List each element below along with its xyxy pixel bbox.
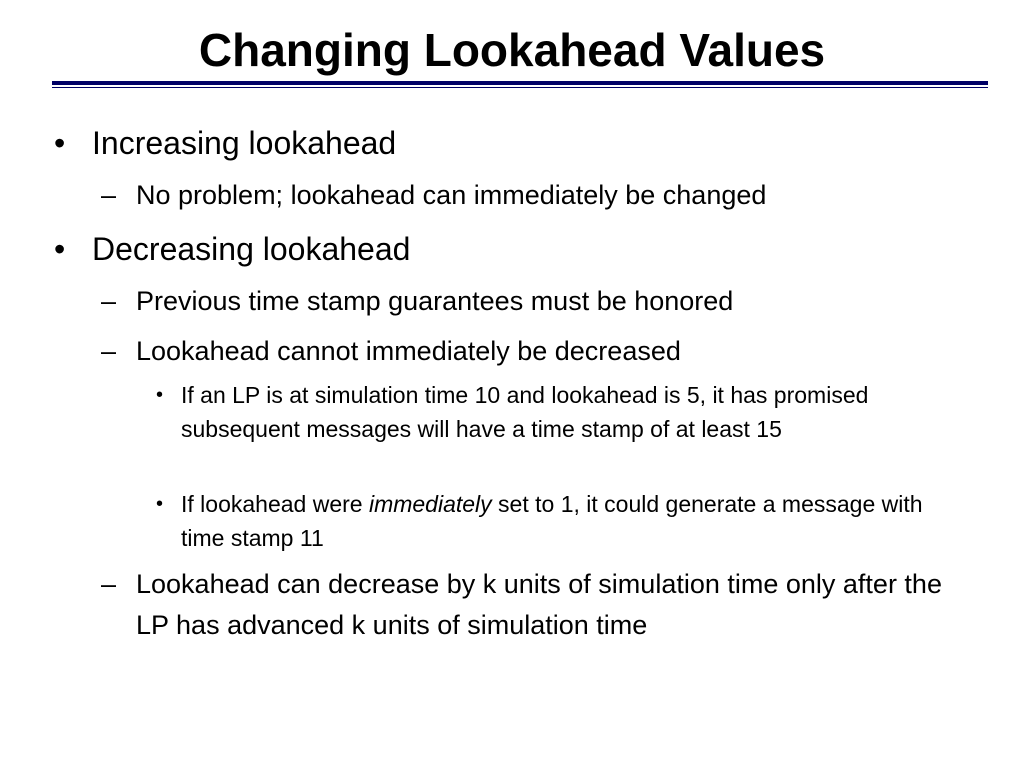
bullet-mark: • xyxy=(54,125,66,161)
bullet-mark: • xyxy=(156,493,164,515)
title-underline-thin xyxy=(52,87,988,88)
dash-mark: – xyxy=(101,180,117,210)
title-underline-thick xyxy=(52,81,988,85)
bullet-mark: • xyxy=(156,384,164,406)
emphasis-immediately: immediately xyxy=(368,491,492,517)
dash-mark: – xyxy=(101,286,117,316)
dash-mark: – xyxy=(101,336,117,366)
sub-bullet-text: Previous time stamp guarantees must be honored xyxy=(136,286,734,316)
bullet-text: Increasing lookahead xyxy=(92,125,397,161)
sub-sub-bullet-text: If an LP is at simulation time 10 and lookahead is 5, it has promised subsequent messages will have a time stamp of at least 15 xyxy=(181,382,869,442)
sub-bullet-text: Lookahead can decrease by k units of simulation time only after the LP has advanced k units of simulation time xyxy=(136,569,942,640)
sub-bullet-no-problem xyxy=(101,175,981,216)
sub-sub-bullet-text: If lookahead were immediately set to 1, it could generate a message with time stamp 11 xyxy=(181,491,923,551)
sub-sub-bullet-immediate-example xyxy=(156,487,956,555)
slide-title: Changing Lookahead Values xyxy=(198,24,826,76)
dash-mark: – xyxy=(101,569,117,599)
sub-sub-bullet-lp-example xyxy=(156,378,956,446)
sub-bullet-decrease-after-advance xyxy=(101,564,981,646)
sub-bullet-text: No problem; lookahead can immediately be changed xyxy=(136,180,767,210)
sub-bullet-previous-guarantees xyxy=(101,281,981,322)
bullet-text: Decreasing lookahead xyxy=(92,231,411,267)
bullet-mark: • xyxy=(54,231,66,267)
sub-bullet-text: Lookahead cannot immediately be decreased xyxy=(136,336,681,366)
sub-bullet-cannot-decrease xyxy=(101,331,981,372)
